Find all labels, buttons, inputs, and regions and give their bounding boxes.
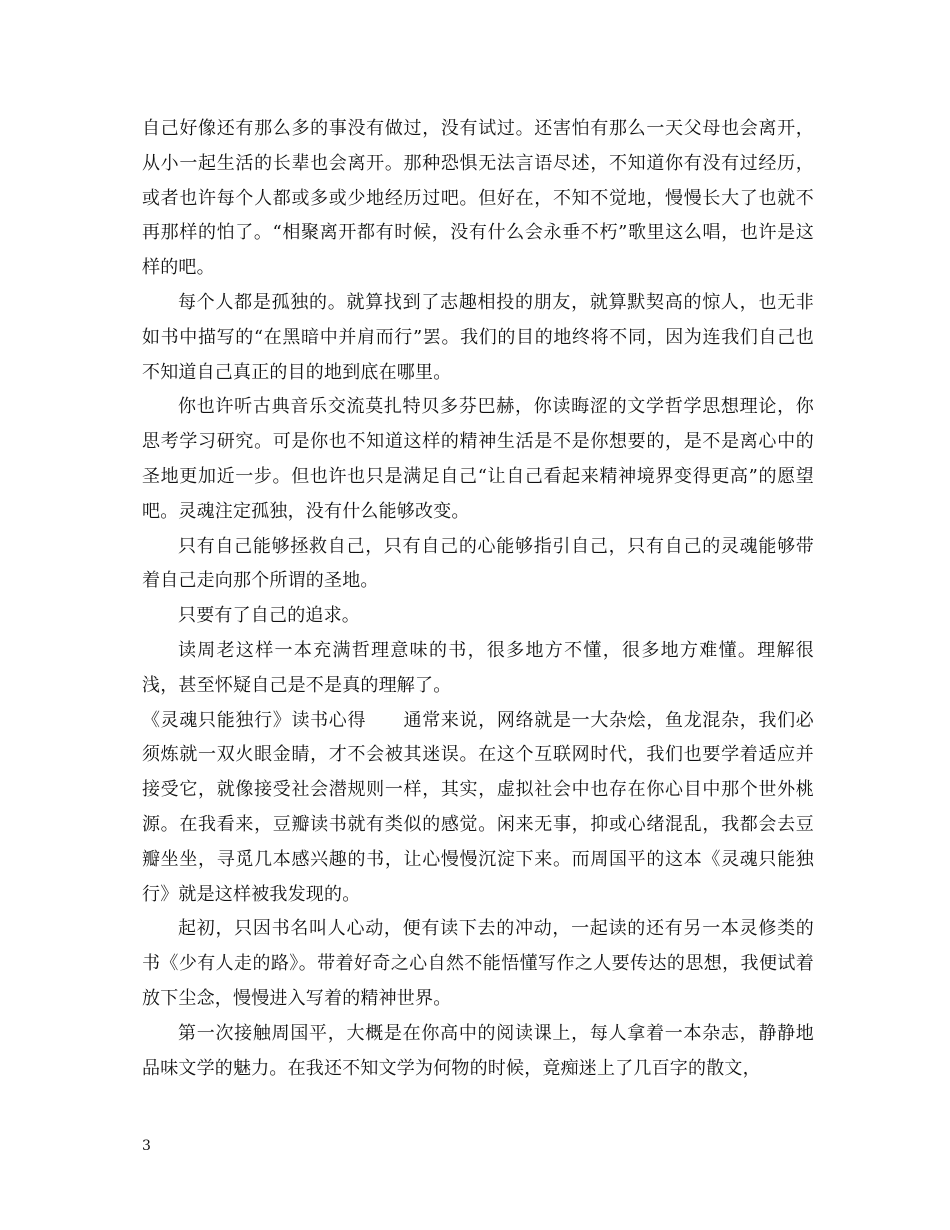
paragraph-6: 读周老这样一本充满哲理意味的书，很多地方不懂，很多地方难懂。理解很浅，甚至怀疑自己是不是真的理解了。 — [142, 639, 814, 696]
paragraph-3: 你也许听古典音乐交流莫扎特贝多芬巴赫，你读晦涩的文学哲学思想理论，你思考学习研究。可是你也不知道这样的精神生活是不是你想要的，是不是离心中的圣地更加近一步。但也许也只是满足自己“让自己看起来精神境界变得更高”的愿望吧。灵魂注定孤独，没有什么能够改变。 — [142, 396, 814, 522]
paragraph-4: 只有自己能够拯救自己，只有自己的心能够指引自己，只有自己的灵魂能够带着自己走向那个所谓的圣地。 — [142, 535, 814, 592]
paragraph-7: 《灵魂只能独行》读书心得 通常来说，网络就是一大杂烩，鱼龙混杂，我们必须炼就一双火眼金睛，才不会被其迷误。在这个互联网时代，我们也要学着适应并接受它，就像接受社会潜规则一样，其实，虚拟社会中也存在你心目中那个世外桃源。在我看来，豆瓣读书就有类似的感觉。闲来无事，抑或心绪混乱，我都会去豆瓣坐坐，寻觅几本感兴趣的书，让心慢慢沉淀下来。而周国平的这本《灵魂只能独行》就是这样被我发现的。 — [142, 709, 814, 905]
document-body — [142, 112, 814, 1086]
paragraph-1: 自己好像还有那么多的事没有做过，没有试过。还害怕有那么一天父母也会离开，从小一起生活的长辈也会离开。那种恐惧无法言语尽述，不知道你有没有过经历，或者也许每个人都或多或少地经历过吧。但好在，不知不觉地，慢慢长大了也就不再那样的怕了。“相聚离开都有时候，没有什么会永垂不朽”歌里这么唱，也许是这样的吧。 — [142, 118, 814, 279]
paragraph-9: 第一次接触周国平，大概是在你高中的阅读课上，每人拿着一本杂志，静静地品味文学的魅力。在我还不知文学为何物的时候，竟痴迷上了几百字的散文， — [142, 1022, 814, 1079]
paragraph-2: 每个人都是孤独的。就算找到了志趣相投的朋友，就算默契高的惊人，也无非如书中描写的“在黑暗中并肩而行”罢。我们的目的地终将不同，因为连我们自己也不知道自己真正的目的地到底在哪里。 — [142, 291, 814, 383]
paragraph-5: 只要有了自己的追求。 — [178, 605, 360, 627]
page-number: 3 — [142, 1138, 151, 1154]
paragraph-8: 起初，只因书名叫人心动，便有读下去的冲动，一起读的还有另一本灵修类的书《少有人走的路》。带着好奇之心自然不能悟懂写作之人要传达的思想，我便试着放下尘念，慢慢进入写着的精神世界。 — [142, 918, 814, 1009]
